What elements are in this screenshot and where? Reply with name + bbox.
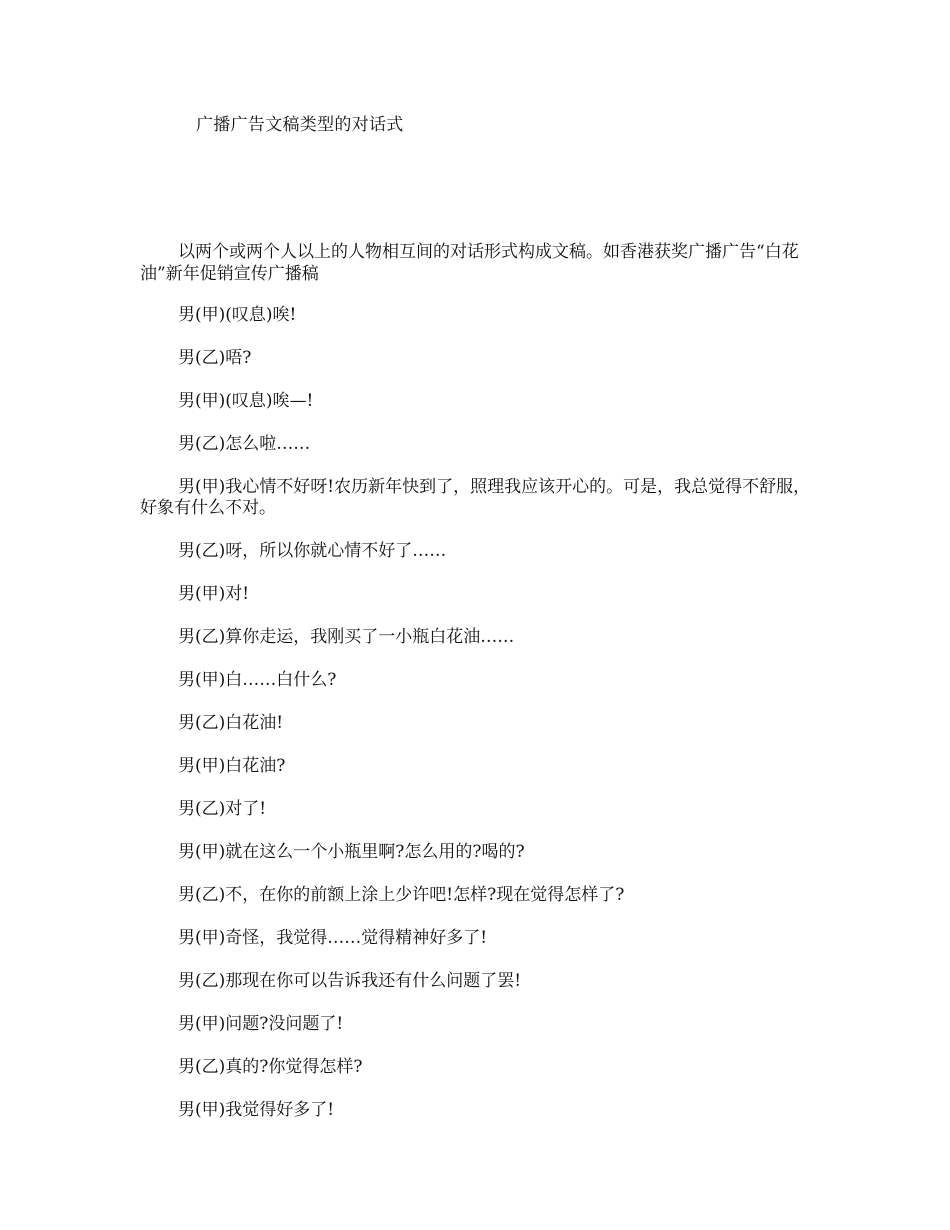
document-title: 广播广告文稿类型的对话式 — [196, 115, 404, 135]
dialogue-list — [140, 305, 820, 1143]
dialogue-line: 男(甲)对! — [178, 584, 250, 604]
dialogue-line: 男(甲)白花油? — [178, 756, 286, 776]
dialogue-line: 男(乙)不，在你的前额上涂上少许吧!怎样?现在觉得怎样了? — [178, 885, 625, 905]
intro-paragraph: 以两个或两个人以上的人物相互间的对话形式构成文稿。如香港获奖广播广告“白花油”新年促销宣传广播稿 — [140, 242, 799, 284]
dialogue-line: 男(甲)奇怪，我觉得……觉得精神好多了! — [178, 928, 488, 948]
dialogue-line: 男(乙)呀，所以你就心情不好了…… — [178, 541, 447, 561]
dialogue-line: 男(甲)我心情不好呀!农历新年快到了，照理我应该开心的。可是，我总觉得不舒服，好象有什么不对。 — [140, 477, 811, 518]
dialogue-line: 男(甲)(叹息)唉! — [178, 305, 297, 325]
dialogue-line: 男(乙)那现在你可以告诉我还有什么问题了罢! — [178, 971, 522, 991]
dialogue-line: 男(乙)对了! — [178, 799, 267, 819]
dialogue-line: 男(甲)我觉得好多了! — [178, 1100, 335, 1120]
dialogue-line: 男(乙)算你走运，我刚买了一小瓶白花油…… — [178, 627, 515, 647]
dialogue-line: 男(乙)怎么啦…… — [178, 434, 311, 454]
dialogue-line: 男(乙)白花油! — [178, 713, 284, 733]
dialogue-line: 男(甲)(叹息)唉—! — [178, 391, 314, 411]
dialogue-line: 男(乙)唔? — [178, 348, 252, 368]
dialogue-line: 男(甲)就在这么一个小瓶里啊?怎么用的?喝的? — [178, 842, 525, 862]
dialogue-line: 男(乙)真的?你觉得怎样? — [178, 1057, 363, 1077]
dialogue-line: 男(甲)问题?没问题了! — [178, 1014, 344, 1034]
dialogue-line: 男(甲)白……白什么? — [178, 670, 337, 690]
